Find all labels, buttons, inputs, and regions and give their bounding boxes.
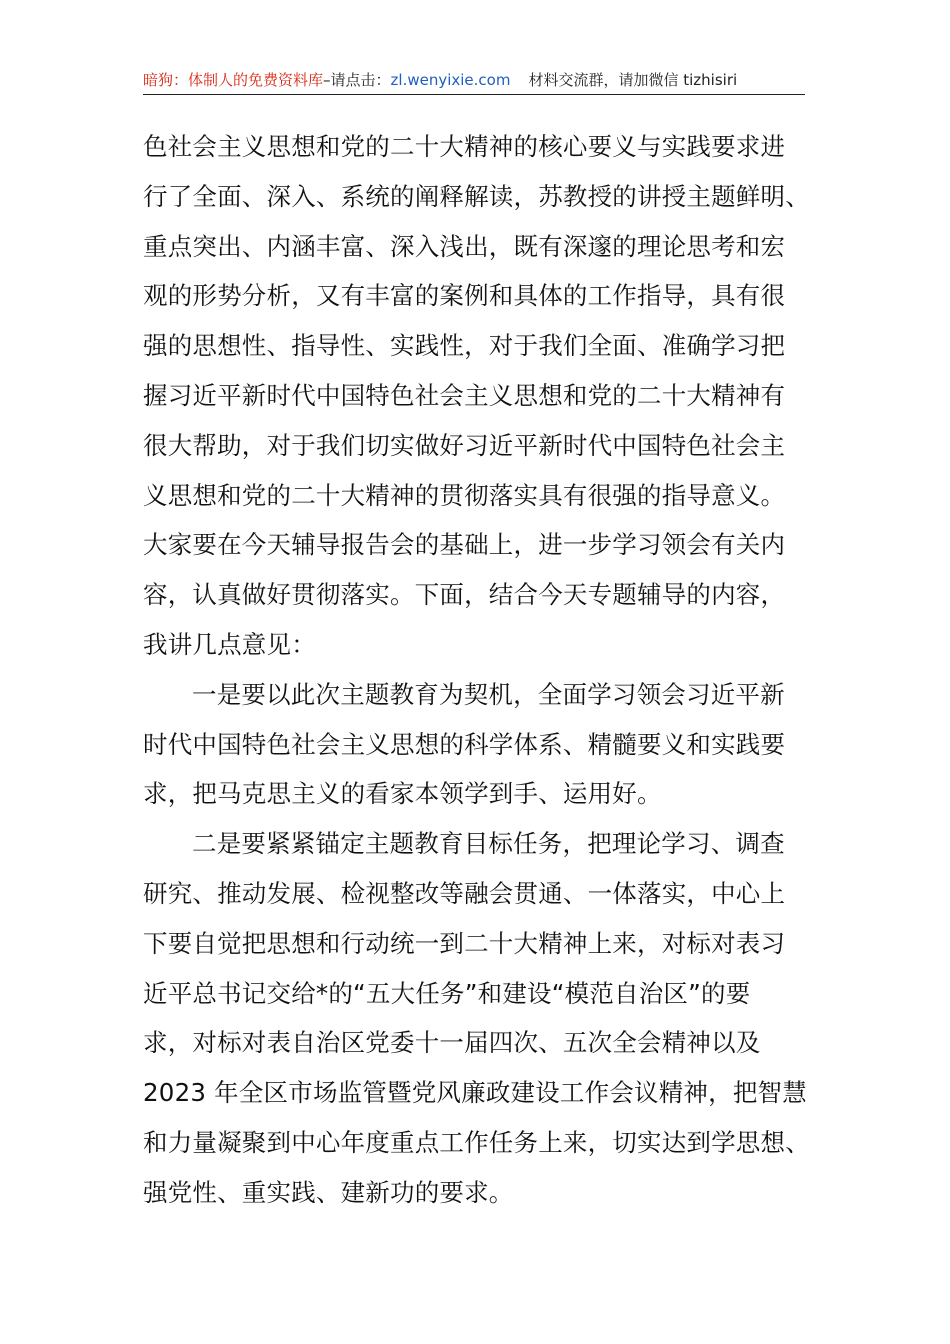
paragraph-one-start: 一是要以此次主题教育为契机，全面学习领会习近平新 bbox=[192, 679, 785, 709]
body-line: 2023 年全区市场监管暨党风廉政建设工作会议精神，把智慧 bbox=[143, 1078, 807, 1108]
body-line: 强的思想性、指导性、实践性，对于我们全面、准确学习把 bbox=[143, 331, 786, 361]
header-url-link[interactable]: zl.wenyixie.com bbox=[390, 71, 511, 89]
body-line: 很大帮助，对于我们切实做好习近平新时代中国特色社会主 bbox=[143, 430, 786, 460]
document-body bbox=[143, 122, 823, 1218]
body-line: 下要自觉把思想和行动统一到二十大精神上来，对标对表习 bbox=[143, 928, 786, 958]
body-line: 和力量凝聚到中心年度重点工作任务上来，切实达到学思想、 bbox=[143, 1127, 810, 1157]
body-line: 重点突出、内涵丰富、深入浅出，既有深邃的理论思考和宏 bbox=[143, 231, 786, 261]
body-line: 时代中国特色社会主义思想的科学体系、精髓要义和实践要 bbox=[143, 729, 786, 759]
body-line: 握习近平新时代中国特色社会主义思想和党的二十大精神有 bbox=[143, 380, 786, 410]
body-line: 容，认真做好贯彻落实。下面，结合今天专题辅导的内容， bbox=[143, 580, 786, 610]
page-header bbox=[143, 66, 805, 95]
header-group-text: 材料交流群，请加微信 tizhisiri bbox=[528, 71, 738, 89]
header-click-label: –请点击： bbox=[323, 71, 391, 89]
body-line: 我讲几点意见： bbox=[143, 629, 316, 659]
body-line: 近平总书记交给*的“五大任务”和建设“模范自治区”的要 bbox=[143, 978, 751, 1008]
body-line: 观的形势分析，又有丰富的案例和具体的工作指导，具有很 bbox=[143, 281, 786, 311]
body-line: 求，对标对表自治区党委十一届四次、五次全会精神以及 bbox=[143, 1028, 761, 1058]
paragraph-two-start: 二是要紧紧锚定主题教育目标任务，把理论学习、调查 bbox=[192, 829, 785, 859]
body-line: 色社会主义思想和党的二十大精神的核心要义与实践要求进 bbox=[143, 132, 786, 161]
body-line: 大家要在今天辅导报告会的基础上，进一步学习领会有关内 bbox=[143, 530, 786, 560]
body-line: 求，把马克思主义的看家本领学到手、运用好。 bbox=[143, 779, 662, 809]
body-line: 研究、推动发展、检视整改等融会贯通、一体落实，中心上 bbox=[143, 878, 786, 908]
header-brand: 暗狗：体制人的免费资料库 bbox=[143, 71, 324, 89]
body-line: 义思想和党的二十大精神的贯彻落实具有很强的指导意义。 bbox=[143, 480, 786, 510]
body-line: 强党性、重实践、建新功的要求。 bbox=[143, 1177, 514, 1207]
body-line: 行了全面、深入、系统的阐释解读，苏教授的讲授主题鲜明、 bbox=[143, 181, 810, 211]
